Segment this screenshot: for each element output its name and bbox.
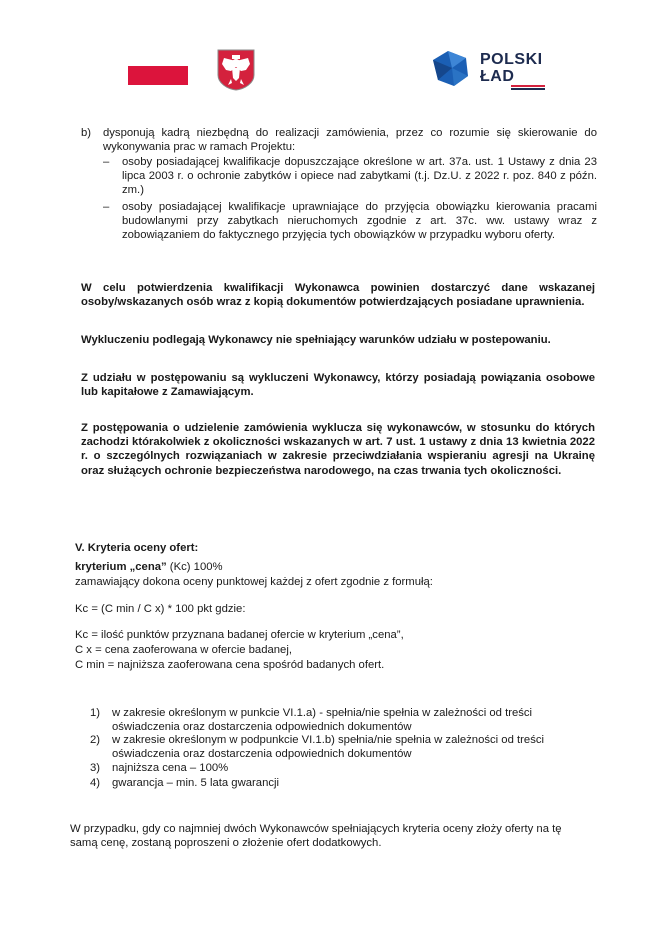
list-item-line: oświadczenia oraz dostarczenia odpowiednich dokumentów (112, 721, 412, 734)
dash-bullet: – (103, 156, 110, 168)
polski-lad-logo (430, 48, 550, 94)
section-b-intro: dysponują kadrą niezbędną do realizacji zamówienia, przez co rozumie się skierowanie do wykonywania prac w ramach Projektu: (103, 127, 597, 154)
section-v-heading: V. Kryteria oceny ofert: (75, 542, 199, 554)
logo-text-lad: ŁAD (480, 68, 515, 85)
dash-item-1 (103, 155, 597, 198)
definition-cmin: C min = najniższa zaoferowana cena spośród badanych ofert. (75, 659, 385, 671)
dash-item-2 (103, 200, 597, 243)
list-item-line: najniższa cena – 100% (112, 762, 229, 774)
polish-emblem-icon (217, 49, 255, 91)
price-formula: Kc = (C min / C x) * 100 pkt gdzie: (75, 603, 246, 615)
closing-paragraph: W przypadku, gdy co najmniej dwóch Wykonawców spełniających kryteria oceny złoży oferty na tę samą cenę, zostaną poproszeni o złożenie ofert dodatkowych. (70, 823, 562, 850)
criterion-price (75, 560, 223, 574)
logo-underline-red (511, 85, 545, 87)
list-item (90, 733, 590, 761)
notice-exclusion-sanctions: Z postępowania o udzielenie zamówienia wyklucza się wykonawców, w stosunku do których zachodzi którakolwiek z okoliczności wskazanych w art. 7 ust. 1 ustawy z dnia 13 kwietnia 2022 r. o szczególnych rozwiązaniach w zakresie przeciwdziałania wspieraniu agresji na Ukrainę oraz służących ochronie bezpieczeństwa narodowego, na czas trwania tych okoliczności. (81, 422, 595, 477)
list-item-line: w zakresie określonym w punkcie VI.1.a) - spełnia/nie spełnia w zależności od treści (112, 707, 533, 719)
notice-exclusion-conditions: Wykluczeniu podlegają Wykonawcy nie spełniający warunków udziału w postepowaniu. (81, 334, 551, 346)
evaluation-method: zamawiający dokona oceny punktowej każdej z ofert zgodnie z formułą: (75, 576, 433, 588)
list-item-line: w zakresie określonym w podpunkcie VI.1.b) spełnia/nie spełnia w zależności od treści (112, 734, 545, 746)
polish-flag-icon (128, 66, 188, 85)
dash-bullet: – (103, 201, 110, 213)
list-item (90, 761, 590, 775)
definition-kc: Kc = ilość punktów przyznana badanej ofercie w kryterium „cena”, (75, 629, 404, 641)
dash-item-2-text: osoby posiadającej kwalifikacje uprawniające do przyjęcia obowiązku kierowania pracami budowlanymi przy zabytkach nieruchomych zgodnie z art. 37c. ww. ustawy wraz z zobowiązaniem do faktycznego przyjęcia tych obowiązków w przypadku wyboru oferty. (122, 201, 597, 242)
list-item-line: gwarancja – min. 5 lata gwarancji (112, 777, 280, 789)
section-b-marker: b) (81, 127, 92, 139)
list-item (90, 706, 590, 734)
logo-underline-navy (511, 88, 545, 90)
list-item-number: 1) (90, 707, 101, 719)
notice-exclusion-relations: Z udziału w postępowaniu są wykluczeni Wykonawcy, którzy posiadają powiązania osobowe lub kapitałowe z Zamawiającym. (81, 372, 595, 399)
criterion-price-label: kryterium „cena” (75, 561, 167, 573)
notice-qualifications: W celu potwierdzenia kwalifikacji Wykonawca powinien dostarczyć dane wskazanej osoby/wskazanych osób wraz z kopią dokumentów potwierdzających posiadane uprawnienia. (81, 282, 595, 309)
logo-text-polski: POLSKI (480, 51, 543, 68)
list-item-number: 2) (90, 734, 101, 746)
list-item (90, 776, 590, 790)
polski-lad-mark-icon (430, 48, 476, 90)
list-item-number: 3) (90, 762, 101, 774)
criterion-price-weight: (Kc) 100% (166, 561, 223, 573)
list-item-number: 4) (90, 777, 101, 789)
list-item-line: oświadczenia oraz dostarczenia odpowiednich dokumentów (112, 748, 412, 761)
dash-item-1-text: osoby posiadającej kwalifikacje dopuszczające określone w art. 37a. ust. 1 Ustawy z dnia 23 lipca 2003 r. o ochronie zabytków i opiece nad zabytkami (t.j. Dz.U. z 2022 r. poz. 840 z późn. zm.) (122, 156, 597, 197)
definition-cx: C x = cena zaoferowana w ofercie badanej, (75, 644, 292, 656)
